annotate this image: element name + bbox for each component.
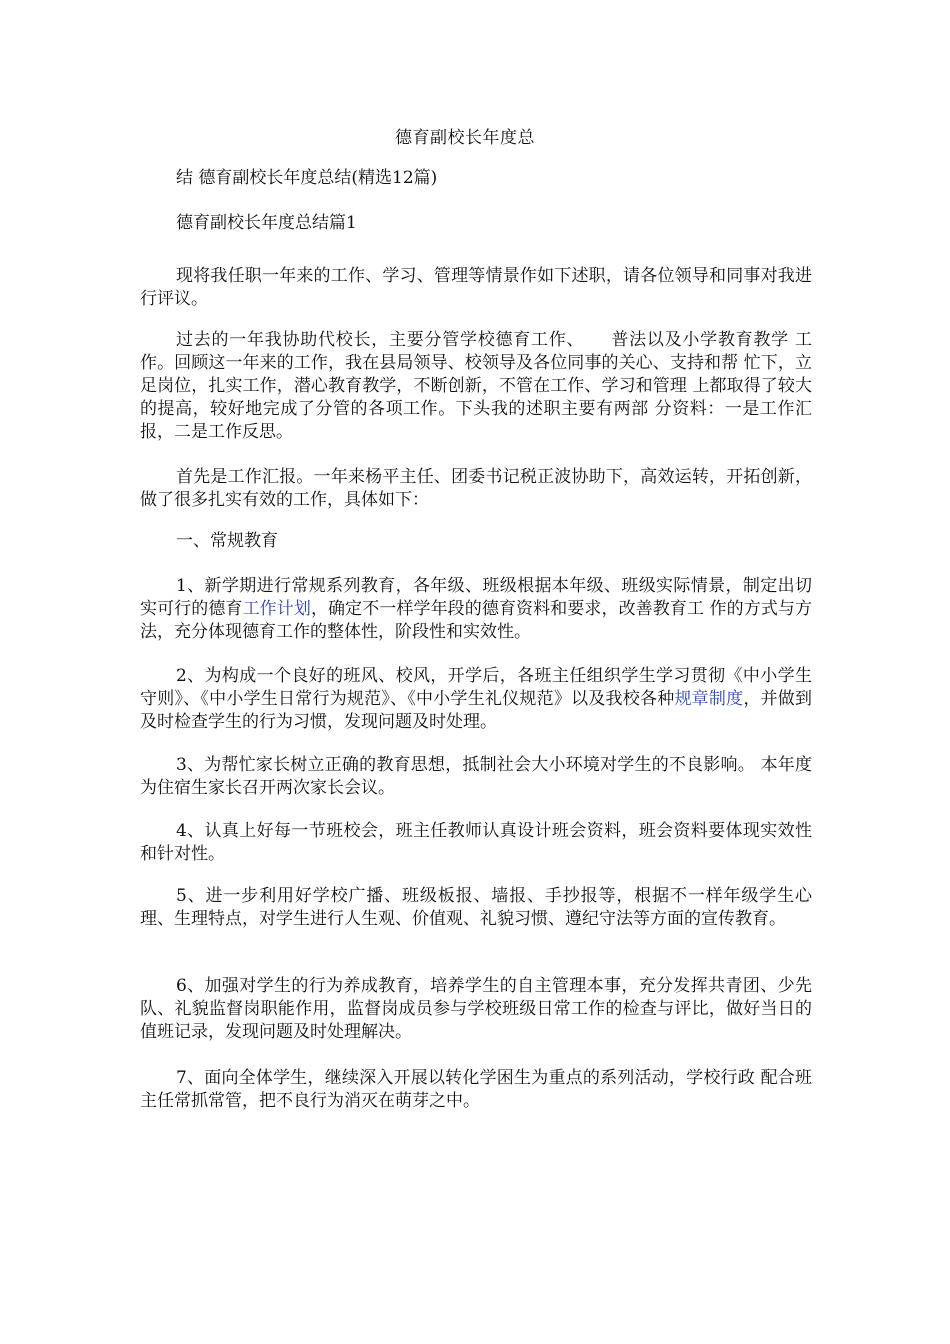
- list-item-1-text-b: ，确定不一样学年段的德育资料和要求，改善教育工 作的方式与方法，充分体现德育工作的整体性，阶段性和实效性。: [140, 599, 813, 642]
- list-item-1-text-a: 1、新学期进行常规系列教育，各年级、班级根据本年级、班级实际情景，制定出切实可行的德育: [140, 576, 812, 619]
- section-heading: 德育副校长年度总结篇1: [176, 213, 357, 233]
- list-item-2: [140, 665, 812, 734]
- list-item-2-text-a: 2、为构成一个良好的班风、校风，开学后，各班主任组织学生学习贯彻《中小学生守则》、《中小学生日常行为规范》、《中小学生礼仪规范》以及我校各种: [140, 666, 812, 709]
- paragraph-intro: 现将我任职一年来的工作、学习、管理等情景作如下述职，请各位领导和同事对我进行评议。: [140, 266, 812, 309]
- work-plan-link[interactable]: 工作计划: [242, 599, 311, 619]
- paragraph-overview: 过去的一年我协助代校长，主要分管学校德育工作、 普法以及小学教育教学 工作。回顾这一年来的工作，我在县局领导、校领导及各位同事的关心、支持和帮 忙下，立足岗位，扎实工作，潜心教育教学，不断创新，不管在工作、学习和管理 上都取得了较大的提高，较好地完成了分管的各项工作。下头我的述职主要有两部 分资料：一是工作汇报，二是工作反思。: [140, 330, 812, 442]
- document-subtitle: 结 德育副校长年度总结(精选12篇): [176, 168, 438, 188]
- document-title: 德育副校长年度总: [395, 128, 535, 148]
- rules-link[interactable]: 规章制度: [674, 689, 744, 709]
- list-item-2-text-b: ，并做到及时检查学生的行为习惯，发现问题及时处理。: [140, 689, 813, 732]
- list-item-1: [140, 575, 812, 644]
- list-item-7: 7、面向全体学生，继续深入开展以转化学困生为重点的系列活动，学校行政 配合班主任常抓常管，把不良行为消灭在萌芽之中。: [140, 1068, 812, 1111]
- list-item-6: 6、加强对学生的行为养成教育，培养学生的自主管理本事，充分发挥共青团、少先队、礼貌监督岗职能作用，监督岗成员参与学校班级日常工作的检查与评比，做好当日的值班记录，发现问题及时处理解决。: [140, 976, 812, 1042]
- list-item-5: 5、进一步利用好学校广播、班级板报、墙报、手抄报等，根据不一样年级学生心理、生理特点，对学生进行人生观、价值观、礼貌习惯、遵纪守法等方面的宣传教育。: [140, 886, 812, 929]
- subheading-routine-education: 一、常规教育: [176, 531, 278, 551]
- list-item-3: 3、为帮忙家长树立正确的教育思想，抵制社会大小环境对学生的不良影响。 本年度为住宿生家长召开两次家长会议。: [140, 755, 812, 798]
- list-item-4: 4、认真上好每一节班校会，班主任教师认真设计班会资料，班会资料要体现实效性和针对性。: [140, 821, 812, 864]
- paragraph-work-report: 首先是工作汇报。一年来杨平主任、团委书记税正波协助下，高效运转，开拓创新，做了很多扎实有效的工作，具体如下：: [140, 467, 812, 510]
